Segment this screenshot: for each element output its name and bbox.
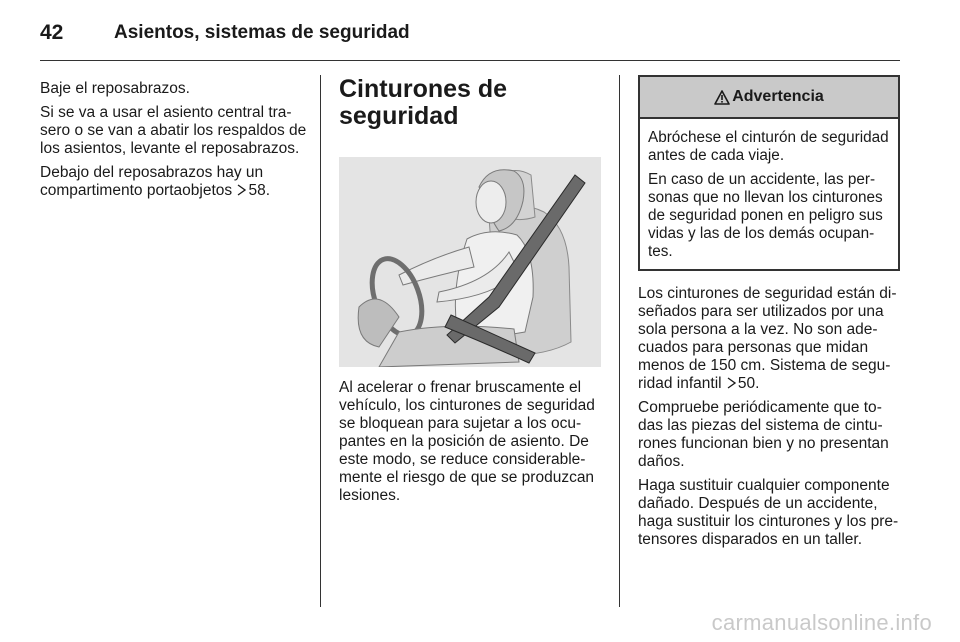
column-1 (40, 80, 308, 206)
column-divider-1 (320, 75, 321, 607)
page-reference-arrow-icon (727, 377, 736, 389)
column-2 (339, 76, 603, 511)
chapter-title: Asientos, sistemas de seguridad (114, 22, 410, 43)
armrest-paragraph-1: Baje el reposabrazos. (40, 80, 190, 97)
child-restraint-page-link[interactable]: 50. (737, 375, 760, 392)
warning-triangle-icon (714, 90, 730, 105)
armrest-paragraph-3 (40, 164, 308, 200)
storage-text: Debajo del reposabrazos hay un compartimento portaobjetos (40, 164, 264, 199)
warning-title: Advertencia (732, 88, 824, 105)
warning-paragraph-2: En caso de un accidente, las personas que no llevan los cinturones de seguridad ponen en peligro sus vidas y las de los demás ocupantes. (648, 171, 883, 260)
storage-page-link[interactable]: 58. (248, 182, 271, 199)
inspection-paragraph: Compruebe periódicamente que todas las piezas del sistema de cinturones funcionan bien y no presentan daños. (638, 399, 889, 470)
column-3 (638, 75, 900, 555)
warning-paragraph-1: Abróchese el cinturón de seguridad antes de cada viaje. (648, 129, 889, 164)
page-number: 42 (40, 21, 64, 44)
column-divider-2 (619, 75, 620, 607)
watermark: carmanualsonline.info (711, 610, 932, 635)
header-rule (40, 60, 900, 61)
armrest-paragraph-2: Si se va a usar el asiento central trasero o se van a abatir los respaldos de los asientos, levante el reposabrazos. (40, 104, 307, 157)
seatbelt-paragraph: Al acelerar o frenar bruscamente el vehículo, los cinturones de seguridad se bloquean para sujetar a los ocupantes en la posición de asiento. De este modo, se reduce considerablemente el riesgo de que se produzcan lesiones. (339, 379, 595, 504)
warning-box (638, 75, 900, 271)
replacement-paragraph: Haga sustituir cualquier componente dañado. Después de un accidente, haga sustituir los cinturones y los pretensores disparados en un taller. (638, 477, 899, 548)
page-reference-arrow-icon (237, 184, 246, 196)
seatbelt-illustration (339, 157, 601, 367)
usage-text: Los cinturones de seguridad están diseñados para ser utilizados por una sola persona a la vez. No son adecuados para personas que midan menos de 150 cm. Sistema de seguridad infantil (638, 285, 897, 392)
warning-body (640, 119, 898, 269)
warning-header (640, 77, 898, 119)
page-header (40, 18, 410, 48)
seatbelt-usage-paragraph (638, 285, 900, 393)
section-title: Cinturones de seguridad (339, 75, 508, 130)
